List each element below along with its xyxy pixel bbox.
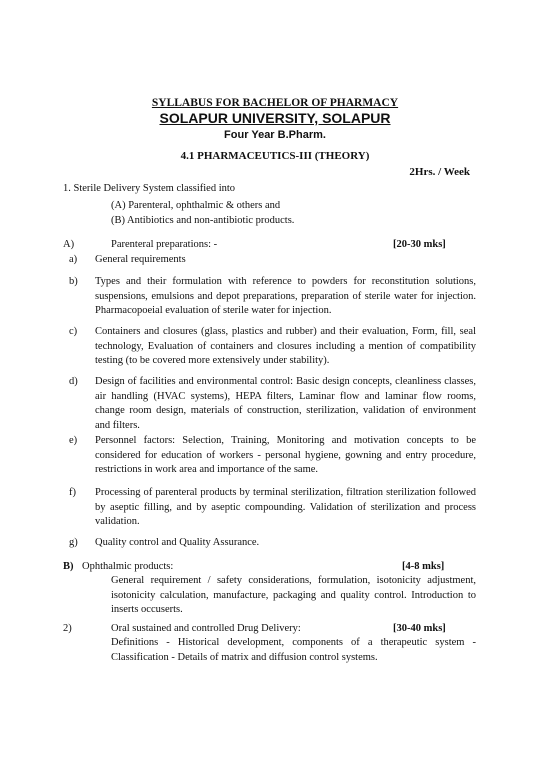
section-2-label: 2) xyxy=(63,623,72,634)
section-2-marks: [30-40 mks] xyxy=(393,623,446,634)
list-item-text: General requirements xyxy=(95,254,186,265)
syllabus-title: SYLLABUS FOR BACHELOR OF PHARMACY xyxy=(151,97,399,109)
intro-heading: 1. Sterile Delivery System classified into xyxy=(63,183,236,194)
list-item-text: Design of facilities and environmental control: Basic design concepts, cleanliness classes, air handling (HVAC systems), HEPA filters, Laminar flow and laminar flow rooms, change room design, materials of construction, sterilization, validation of environment and filters. xyxy=(95,376,476,431)
subject-title: 4.1 PHARMACEUTICS-III (THEORY) xyxy=(180,150,370,162)
list-item-label: d) xyxy=(69,376,78,387)
list-item-text: Quality control and Quality Assurance. xyxy=(95,537,260,548)
list-item-text: Containers and closures (glass, plastics and rubber) and their evaluation, Form, fill, seal technology, Evaluation of containers and closures including a mention of compatibility testing (to be covered more extensively under stability). xyxy=(95,326,476,367)
list-item-text: Processing of parenteral products by terminal sterilization, filtration sterilization followed by aseptic filling, and by aseptic compounding. Validation of sterilization and process validation. xyxy=(95,487,476,528)
intro-item: (B) Antibiotics and non-antibiotic products. xyxy=(111,215,295,226)
list-item-label: a) xyxy=(69,254,78,265)
intro-item: (A) Parenteral, ophthalmic & others and xyxy=(111,200,281,211)
section-a-title: Parenteral preparations: - xyxy=(111,239,218,250)
section-b-title: Ophthalmic products: xyxy=(82,561,174,572)
section-2-title: Oral sustained and controlled Drug Delivery: xyxy=(111,623,301,634)
section-a-marks: [20-30 mks] xyxy=(393,239,446,250)
section-2-text: Definitions - Historical development, components of a therapeutic system - Classification - Details of matrix and diffusion control systems. xyxy=(111,637,476,663)
section-b-label: B) xyxy=(63,561,74,572)
section-a-label: A) xyxy=(63,239,75,250)
list-item-label: e) xyxy=(69,435,78,446)
list-item-label: c) xyxy=(69,326,78,337)
list-item-text: Types and their formulation with reference to powders for reconstitution solutions, suspensions, emulsions and depot preparations, preparation of sterile water for injection. Pharmacopoeial evaluation of sterile water for injection. xyxy=(95,276,476,317)
list-item-label: f) xyxy=(69,487,76,498)
list-item-label: g) xyxy=(69,537,78,548)
section-b-text: General requirement / safety considerations, formulation, isotonicity adjustment, isotonicity calculation, manufacture, packaging and quality control. Introduction to inserts occuserts. xyxy=(111,575,476,616)
hours-per-week: 2Hrs. / Week xyxy=(409,166,470,178)
university-name: SOLAPUR UNIVERSITY, SOLAPUR xyxy=(159,110,391,126)
list-item-text: Personnel factors: Selection, Training, Monitoring and motivation concepts to be considered for education of workers - personal hygiene, gowning and entry procedure, restrictions in work area and importance of the same. xyxy=(95,435,476,476)
course-title: Four Year B.Pharm. xyxy=(224,129,326,141)
section-b-marks: [4-8 mks] xyxy=(402,561,445,572)
list-item-label: b) xyxy=(69,276,78,287)
